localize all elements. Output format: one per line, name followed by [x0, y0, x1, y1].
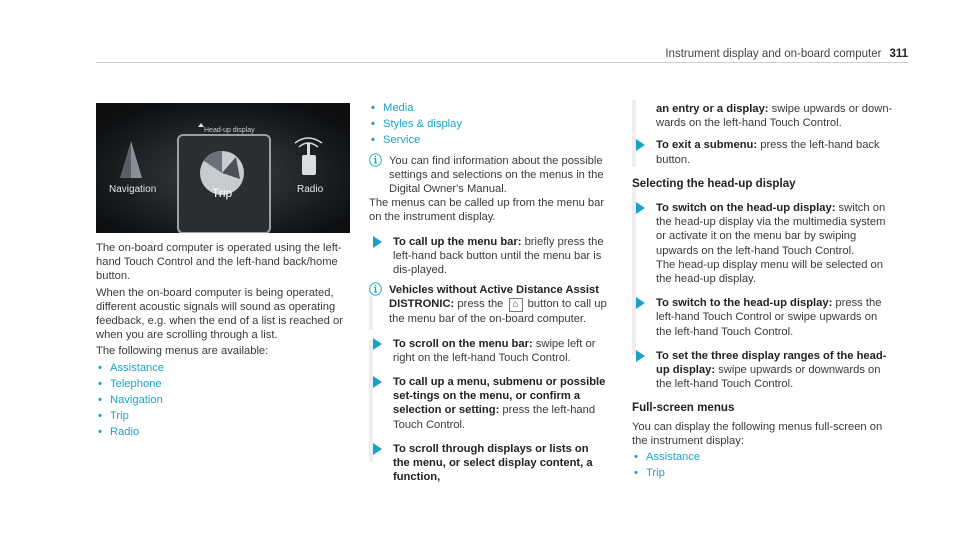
arrow-icon	[373, 338, 382, 350]
menu-item-assistance[interactable]: • Assistance	[96, 361, 354, 375]
step-text: swipe left or right on the left-hand Touch Control.	[393, 337, 596, 364]
tip-1-text: You can find information about the possible settings and selections on the menus in the Digital Owner's Manual.	[389, 154, 604, 196]
header-rule	[96, 62, 908, 63]
menu-trip-label: Trip	[212, 186, 233, 200]
onboard-computer-screenshot	[96, 103, 350, 233]
step-set-display-ranges	[632, 349, 894, 392]
step-text: press the left-hand back button.	[656, 139, 880, 166]
menu-item-radio[interactable]: • Radio	[96, 425, 354, 439]
arrow-icon	[636, 297, 645, 309]
step-text: briefly press the left-hand back button until the menu bar is dis-played.	[393, 235, 604, 277]
tip-1	[369, 154, 607, 197]
column-1	[96, 241, 354, 442]
info-icon: ⓘ	[369, 282, 383, 298]
step-call-menu-bar	[369, 235, 607, 278]
menu-radio-label: Radio	[297, 184, 324, 195]
col1-para-2: When the on-board computer is being operated, different acoustic signals will sound as operating feedback, e.g. when the end of a list is reached or when you are scrolling through a list.	[96, 286, 343, 342]
menu-navigation-label: Navigation	[109, 184, 157, 195]
step-label: To call up the menu bar:	[393, 235, 522, 248]
step-scroll-displays	[369, 442, 607, 485]
heading-full-screen-menus: Full-screen menus	[632, 401, 735, 415]
menu-item-telephone[interactable]: • Telephone	[96, 377, 354, 391]
step-text: switch on the head-up display via the multimedia system or activate it on the menu bar by swiping upwards on the left-hand Touch Control.	[656, 202, 886, 257]
col1-para-3: The following menus are available:	[96, 345, 269, 358]
arrow-icon	[373, 443, 382, 455]
step-switch-on-hud	[632, 201, 894, 286]
step-label: To call up a menu, submenu or possible set-tings on the menu, or confirm a selection or setting:	[393, 376, 606, 417]
step-label: To exit a submenu:	[656, 139, 758, 152]
tip-2-label: Vehicles without Active Distance Assist DISTRONIC:	[389, 284, 599, 311]
menu-item-assistance[interactable]: • Assistance	[632, 450, 894, 464]
step-result: The head-up display menu will be selected on the head-up display.	[656, 258, 883, 286]
arrow-icon	[636, 202, 645, 214]
step-scroll-continued	[632, 102, 894, 130]
arrow-icon	[636, 350, 645, 362]
menu-item-service[interactable]: • Service	[369, 133, 607, 147]
menu-item-trip[interactable]: • Trip	[96, 409, 354, 423]
step-label: To switch to the head-up display:	[656, 297, 833, 310]
step-label: To set the three display ranges of the head-up display:	[656, 349, 887, 377]
tip-2-text-b: button to call up the menu bar of the on-board computer.	[389, 298, 607, 326]
column-2	[369, 101, 607, 484]
arrow-icon	[636, 139, 645, 151]
column-3	[632, 102, 894, 482]
step-label: To scroll on the menu bar:	[393, 337, 533, 350]
step-label: To switch on the head-up display:	[656, 202, 836, 215]
page-header	[665, 47, 908, 61]
menu-item-trip[interactable]: • Trip	[632, 466, 894, 480]
arrow-icon	[373, 376, 382, 388]
step-switch-to-hud	[632, 296, 894, 339]
col1-para-1: The on-board computer is operated using the left-hand Touch Control and the left-hand back/home button.	[96, 242, 342, 283]
tip-2	[369, 283, 607, 326]
tip-2-text-a: press the	[457, 298, 504, 311]
header-title: Instrument display and on-board computer	[665, 48, 882, 60]
step-text: swipe upwards or downwards on the left-hand Touch Control.	[656, 364, 881, 391]
arrow-icon	[373, 236, 382, 248]
step-text: press the left-hand Touch Control.	[393, 404, 596, 431]
home-icon: ⌂	[509, 298, 523, 312]
menu-item-navigation[interactable]: • Navigation	[96, 393, 354, 407]
info-icon: ⓘ	[369, 152, 383, 168]
page-number: 311	[889, 48, 908, 60]
col2-para-1: The menus can be called up from the menu bar on the instrument display.	[369, 197, 605, 224]
heading-selecting-hud: Selecting the head-up display	[632, 176, 796, 190]
step-label: an entry or a display:	[656, 103, 769, 115]
step-call-menu	[369, 375, 607, 432]
step-text: swipe upwards or down-wards on the left-hand Touch Control.	[656, 103, 893, 130]
step-label: To scroll through displays or lists on the menu, or select display content, a function,	[393, 442, 593, 484]
menu-item-styles-display[interactable]: • Styles & display	[369, 117, 607, 131]
step-text: press the left-hand Touch Control or swipe upwards on the left-hand Touch Control.	[656, 297, 882, 338]
step-scroll-menu-bar	[369, 337, 607, 365]
step-exit-submenu	[632, 138, 894, 166]
hud-label: Head-up display	[204, 127, 255, 134]
menu-item-media[interactable]: • Media	[369, 101, 607, 115]
col3-para-1: You can display the following menus full-screen on the instrument display:	[632, 420, 883, 447]
